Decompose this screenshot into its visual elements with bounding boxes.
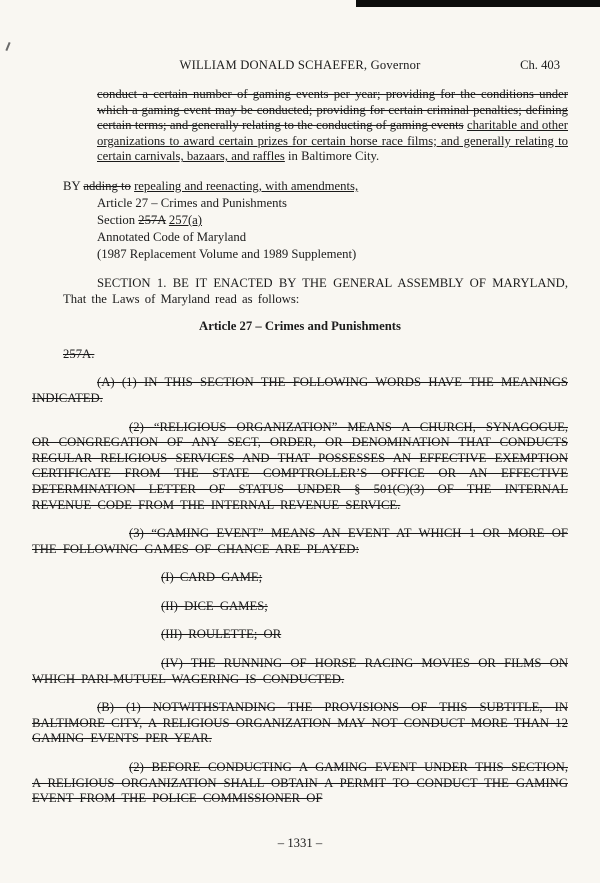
page-header	[0, 0, 600, 73]
paragraph-subsection-b-2	[32, 760, 568, 807]
strike-text-run: adding to	[83, 178, 131, 193]
strike-text-run: (2) “RELIGIOUS ORGANIZATION” MEANS A CHURCH, SYNAGOGUE, OR CONGREGATION OF ANY SECT, ORDER, OR DENOMINATION THAT CONDUCTS REGULAR RELIGIOUS SERVICES AND THAT POSSESSES AN EFFECTIVE EXEMPTION CERTIFICATE FROM THE STATE COMPTROLLER’S OFFICE OR AN EFFECTIVE DETERMINATION LETTER OF STATUS UNDER § 501(C)(3) OF THE INTERNAL REVENUE CODE FROM THE INTERNAL REVENUE SERVICE.	[32, 419, 568, 512]
text-run: Annotated Code of Maryland	[97, 229, 247, 244]
underline-text-run: 257(a)	[168, 212, 203, 227]
paragraph-subsection-a-1	[32, 375, 568, 406]
text-run: (1987 Replacement Volume and 1989 Supplement)	[97, 246, 357, 261]
text-run: BY	[63, 178, 84, 193]
paragraph-item-i	[32, 570, 568, 586]
text-run: in Baltimore City.	[284, 149, 380, 164]
strike-text-run: 257A.	[63, 346, 95, 361]
underline-text-run: charitable and other organizations to award certain prizes for certain horse race films; and generally relating to certain carnivals, bazaars, and raffles	[97, 118, 569, 164]
paragraph-subsection-a-2	[32, 420, 568, 514]
text-run: Article 27 – Crimes and Punishments	[97, 195, 287, 210]
strike-text-run: (III) ROULETTE; OR	[161, 627, 282, 642]
paragraph-section-label-257a	[63, 347, 568, 363]
paragraph-article-heading	[32, 319, 568, 335]
strike-text-run: (3) “GAMING EVENT” MEANS AN EVENT AT WHICH 1 OR MORE OF THE FOLLOWING GAMES OF CHANCE ARE PLAYED:	[32, 526, 568, 556]
strike-text-run: (IV) THE RUNNING OF HORSE RACING MOVIES OR FILMS ON WHICH PARI-MUTUEL WAGERING IS CONDUCTED.	[32, 656, 568, 686]
strike-text-run: (A) (1) IN THIS SECTION THE FOLLOWING WORDS HAVE THE MEANINGS INDICATED.	[32, 375, 568, 405]
paragraph-item-iv	[32, 656, 568, 687]
page-number: – 1331 –	[277, 836, 323, 850]
paragraph-by-item-code	[97, 229, 568, 246]
strike-text-run: (I) CARD GAME;	[161, 570, 263, 585]
text-run: Section	[97, 212, 139, 227]
paragraph-by-item-section	[97, 212, 568, 229]
text-run: Article 27 – Crimes and Punishments	[199, 319, 401, 334]
strike-text-run: (II) DICE GAMES;	[161, 598, 268, 613]
strike-text-run: 257A	[138, 212, 166, 227]
paragraph-title-clause	[97, 87, 568, 165]
paragraph-item-iii	[32, 627, 568, 643]
paragraph-item-ii	[32, 599, 568, 615]
paragraph-by-clause	[63, 178, 568, 195]
paragraph-by-item-article	[97, 195, 568, 212]
governor-header: WILLIAM DONALD SCHAEFER, Governor	[179, 58, 421, 72]
document-body	[0, 87, 600, 807]
underline-text-run: repealing and reenacting, with amendments,	[134, 178, 359, 193]
text-run: SECTION 1. BE IT ENACTED BY THE GENERAL ASSEMBLY OF MARYLAND, That the Laws of Maryland read as follows:	[63, 275, 568, 306]
strike-text-run: (B) (1) NOTWITHSTANDING THE PROVISIONS OF THIS SUBTITLE, IN BALTIMORE CITY, A RELIGIOUS ORGANIZATION MAY NOT CONDUCT MORE THAN 12 GAMING EVENTS PER YEAR.	[32, 700, 568, 746]
paragraph-subsection-a-3	[32, 526, 568, 557]
strike-text-run: conduct a certain number of gaming events per year; providing for the conditions under which a gaming event may be conducted; providing for certain criminal penalties; defining certain terms; and generally relating to the conducting of gaming events	[97, 87, 568, 133]
paragraph-subsection-b-1	[32, 700, 568, 747]
strike-text-run: (2) BEFORE CONDUCTING A GAMING EVENT UNDER THIS SECTION, A RELIGIOUS ORGANIZATION SHALL OBTAIN A PERMIT TO CONDUCT THE GAMING EVENT FROM THE POLICE COMMISSIONER OF	[32, 760, 568, 806]
paragraph-enacting-clause	[63, 276, 568, 307]
paragraph-by-item-supplement	[97, 246, 568, 263]
chapter-number: Ch. 403	[520, 58, 560, 72]
